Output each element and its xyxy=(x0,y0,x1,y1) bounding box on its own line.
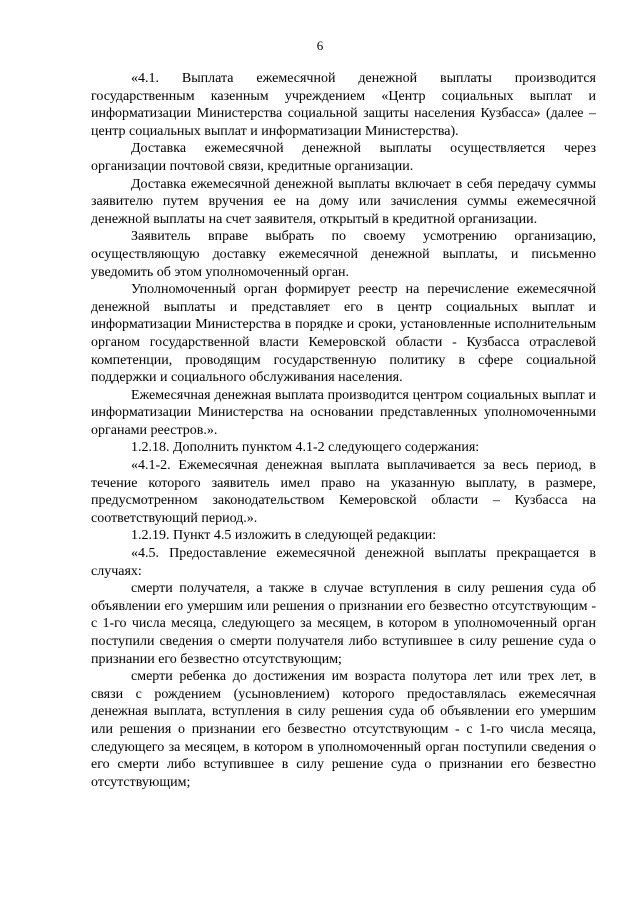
page-number: 6 xyxy=(316,38,324,53)
document-body xyxy=(91,70,596,791)
paragraph-1-2-18: 1.2.18. Дополнить пунктом 4.1-2 следующего содержания: xyxy=(131,440,480,456)
paragraph-delivery-method: Доставка ежемесячной денежной выплаты включает в себя передачу суммы заявителю путем вручения ее на дому или зачисления суммы ежемесячной денежной выплаты на счет заявителя, открытый в кредитной организации. xyxy=(91,176,596,227)
paragraph-recipient-death: смерти получателя, а также в случае вступления в силу решения суда об объявлении его умершим или решения о признании его безвестно отсутствующим - с 1-го числа месяца, следующего за месяцем, в котором в уполномоченный орган поступили сведения о смерти получателя либо вступившее в силу решение суда о признании его безвестно отсутствующим; xyxy=(91,581,596,667)
paragraph-4-1-2: «4.1-2. Ежемесячная денежная выплата выплачивается за весь период, в течение которого заявитель имел право на указанную выплату, в размере, предусмотренном законодательством Кемеровской области – Кузбасса на соответствующий период.». xyxy=(91,458,596,526)
paragraph-registry: Уполномоченный орган формирует реестр на перечисление ежемесячной денежной выплаты и представляет его в центр социальных выплат и информатизации Министерства в порядке и сроки, установленные исполнительным органом государственной власти Кемеровской области - Кузбасса отраслевой компетенции, проводящим государственную политику в сфере социальной поддержки и социального обслуживания населения. xyxy=(91,282,596,386)
paragraph-applicant-choice: Заявитель вправе выбрать по своему усмотрению организацию, осуществляющую доставку ежемесячной денежной выплаты, и письменно уведомить об этом уполномоченный орган. xyxy=(91,229,596,280)
paragraph-payment-basis: Ежемесячная денежная выплата производится центром социальных выплат и информатизации Министерства на основании представленных уполномоченными органами реестров.». xyxy=(91,387,596,438)
paragraph-1-2-19: 1.2.19. Пункт 4.5 изложить в следующей редакции: xyxy=(131,528,437,544)
paragraph-child-death: смерти ребенка до достижения им возраста полутора лет или трех лет, в связи с рождением (усыновлением) которого предоставлялась ежемесячная денежная выплата, вступления в силу решения суда об объявлении его умершим или решения о признании его безвестно отсутствующим - с 1-го числа месяца, следующего за месяцем, в котором в уполномоченный орган поступили сведения о его смерти либо вступившее в силу решение суда о признании его безвестно отсутствующим; xyxy=(91,669,596,790)
paragraph-4-1: «4.1. Выплата ежемесячной денежной выплаты производится государственным казенным учреждением «Центр социальных выплат и информатизации Министерства социальной защиты населения Кузбасса» (далее – центр социальных выплат и информатизации Министерства). xyxy=(91,71,596,139)
paragraph-delivery-organizations: Доставка ежемесячной денежной выплаты осуществляется через организации почтовой связи, кредитные организации. xyxy=(91,141,596,174)
paragraph-4-5: «4.5. Предоставление ежемесячной денежной выплаты прекращается в случаях: xyxy=(91,546,596,579)
